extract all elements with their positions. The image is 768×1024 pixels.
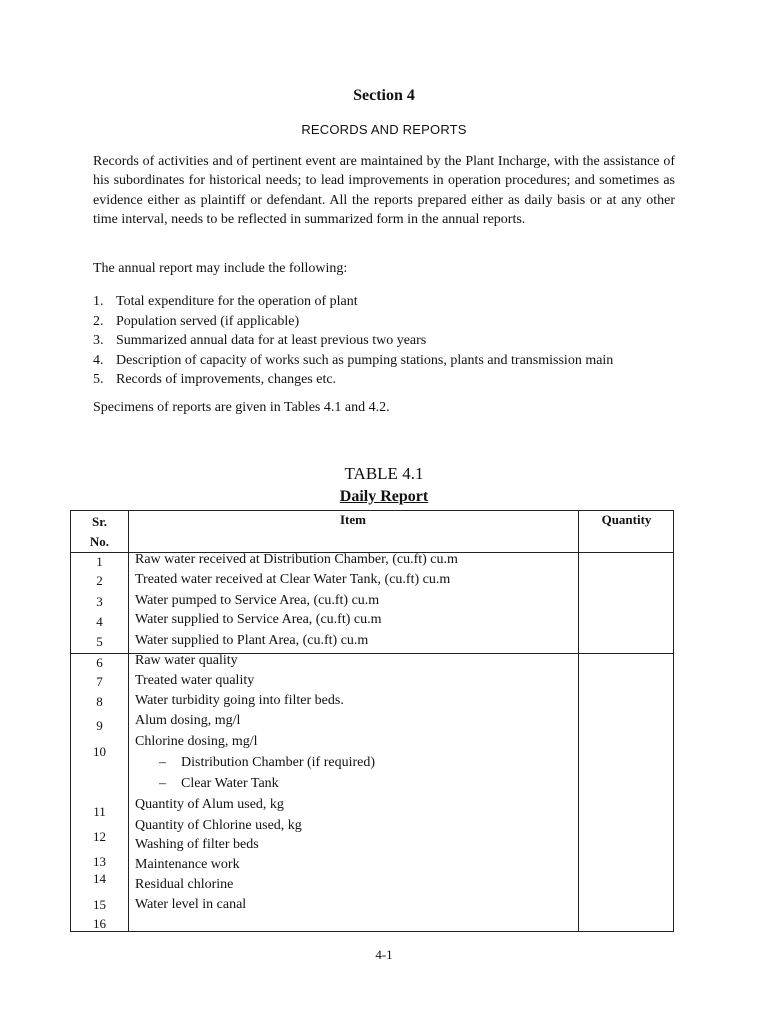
- header-quantity: Quantity: [601, 512, 652, 527]
- table-title: Daily Report: [339, 488, 429, 505]
- list-item: [93, 331, 613, 351]
- sr-number: 15: [93, 897, 106, 912]
- list-item-number: 1.: [93, 294, 104, 309]
- section-subtitle: RECORDS AND REPORTS: [301, 122, 467, 137]
- sr-number: 1: [96, 554, 103, 569]
- list-item: [93, 370, 613, 390]
- sr-number: 6: [96, 655, 103, 670]
- table-subitem: [159, 776, 279, 792]
- sr-number: 5: [96, 634, 103, 649]
- table-item: Water pumped to Service Area, (cu.ft) cu.m: [135, 593, 380, 608]
- sr-number: 16: [93, 916, 106, 931]
- page-number: 4-1: [375, 947, 393, 962]
- list-item: [93, 292, 613, 312]
- sr-number: 8: [96, 694, 103, 709]
- annual-report-list: [93, 292, 613, 390]
- header-sr-no: [71, 512, 128, 552]
- list-item: [93, 312, 613, 332]
- table-item: Treated water received at Clear Water Tank, (cu.ft) cu.m: [135, 572, 451, 587]
- list-item-text: Records of improvements, changes etc.: [116, 372, 337, 387]
- table-item: Maintenance work: [135, 857, 240, 872]
- subitem-dash: –: [159, 755, 166, 770]
- table-item: Raw water received at Distribution Chamber, (cu.ft) cu.m: [135, 552, 458, 567]
- header-sr-line1: Sr.: [91, 514, 108, 529]
- table-item: Water turbidity going into filter beds.: [135, 693, 344, 708]
- table-item: Residual chlorine: [135, 877, 234, 892]
- list-item: [93, 351, 613, 371]
- header-sr-line2: No.: [89, 534, 110, 549]
- sr-number: 12: [93, 829, 106, 844]
- column-divider: [128, 511, 129, 931]
- list-item-number: 3.: [93, 333, 104, 348]
- sr-number: 3: [96, 594, 103, 609]
- sr-number: 7: [96, 674, 103, 689]
- sr-number: 11: [93, 804, 106, 819]
- list-item-text: Population served (if applicable): [116, 313, 300, 329]
- table-item: Chlorine dosing, mg/l: [135, 734, 258, 749]
- sr-number: 9: [96, 718, 103, 733]
- table-item: Water supplied to Plant Area, (cu.ft) cu.m: [135, 633, 369, 648]
- specimens-note: Specimens of reports are given in Tables 4.1 and 4.2.: [93, 400, 390, 415]
- list-item-text: Summarized annual data for at least previous two years: [116, 333, 427, 348]
- table-item: Treated water quality: [135, 673, 255, 688]
- table-item: Water supplied to Service Area, (cu.ft) cu.m: [135, 612, 382, 627]
- column-divider: [578, 511, 579, 931]
- table-item: Alum dosing, mg/l: [135, 713, 241, 728]
- daily-report-table: [70, 510, 674, 932]
- subitem-text: Clear Water Tank: [181, 776, 279, 791]
- list-item-text: Total expenditure for the operation of plant: [116, 294, 358, 309]
- list-item-number: 4.: [93, 352, 104, 368]
- table-item: Quantity of Chlorine used, kg: [135, 818, 302, 833]
- list-item-number: 2.: [93, 313, 104, 329]
- table-item: Raw water quality: [135, 653, 238, 668]
- section-title: Section 4: [353, 87, 415, 104]
- table-item: Washing of filter beds: [135, 837, 259, 852]
- table-item: Water level in canal: [135, 897, 247, 912]
- sr-number: 2: [96, 573, 103, 588]
- annual-report-lead: The annual report may include the following:: [93, 261, 348, 276]
- table-number: TABLE 4.1: [344, 464, 424, 483]
- table-item: Quantity of Alum used, kg: [135, 797, 284, 812]
- list-item-number: 5.: [93, 372, 104, 387]
- sr-number: 4: [96, 614, 103, 629]
- sr-number: 14: [93, 871, 106, 886]
- table-subitem: [159, 755, 375, 771]
- list-item-text: Description of capacity of works such as pumping stations, plants and transmission main: [116, 352, 614, 368]
- sr-number: 13: [93, 854, 106, 869]
- sr-number: 10: [93, 744, 106, 759]
- header-item: Item: [340, 512, 366, 527]
- subitem-text: Distribution Chamber (if required): [181, 755, 376, 770]
- subitem-dash: –: [159, 776, 166, 791]
- intro-paragraph: Records of activities and of pertinent event are maintained by the Plant Incharge, with the assistance of his subordinates for historical needs; to lead improvements in operation procedures; and sometimes as evidence either as plaintiff or defendant. All the reports prepared either as daily basis or at any other time interval, needs to be reflected in summarized form in the annual reports.: [93, 154, 675, 228]
